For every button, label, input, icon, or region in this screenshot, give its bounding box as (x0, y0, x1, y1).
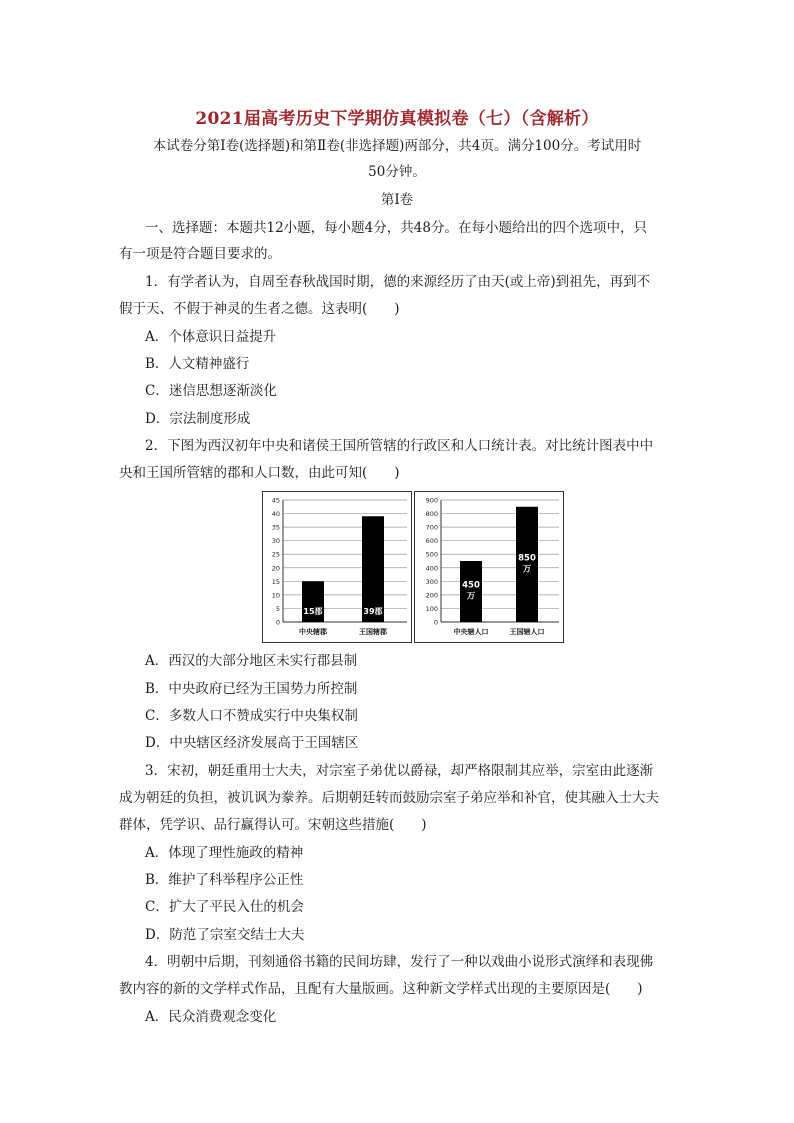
bar-data-label: 850 (518, 553, 536, 564)
y-tick-label: 30 (271, 537, 280, 546)
q3-option-c: C．扩大了平民入仕的机会 (145, 899, 304, 915)
y-tick-label: 15 (271, 577, 280, 586)
intro-line-1: 本试卷分第Ⅰ卷(选择题)和第Ⅱ卷(非选择题)两部分，共4页。满分100分。考试用时 (152, 138, 642, 154)
y-tick-label: 200 (425, 591, 438, 600)
q3-stem-line-1: 3．宋初，朝廷重用士大夫，对宗室子弟优以爵禄，却严格限制其应举，宗室由此逐渐 (145, 763, 654, 779)
commandery-chart (263, 492, 411, 642)
q1-option-a: A．个体意识日益提升 (145, 329, 277, 345)
y-tick-label: 0 (275, 618, 280, 627)
bar-data-label: 万 (466, 591, 476, 602)
statistics-charts (262, 491, 564, 643)
bar-data-label: 450 (462, 580, 480, 591)
q4-stem-line-1: 4．明朝中后期，刊刻通俗书籍的民间坊肆，发行了一种以戏曲小说形式演绎和表现佛 (145, 954, 654, 970)
y-tick-label: 900 (425, 496, 438, 505)
y-tick-label: 500 (425, 550, 438, 559)
q3-stem-line-2: 成为朝廷的负担，被讥讽为豢养。后期朝廷转而鼓励宗室子弟应举和补官，使其融入士大夫 (119, 790, 659, 806)
q2-option-a: A．西汉的大部分地区未实行郡县制 (145, 653, 358, 669)
q1-option-c: C．迷信思想逐渐淡化 (145, 383, 277, 399)
q4-stem-line-2: 教内容的新的文学样式作品，且配有大量版画。这种新文学样式出现的主要原因是( ) (119, 981, 643, 997)
y-tick-label: 0 (433, 618, 438, 627)
section-title: 第Ⅰ卷 (380, 192, 414, 208)
q2-option-d: D．中央辖区经济发展高于王国辖区 (145, 735, 359, 751)
q2-option-c: C．多数人口不赞成实行中央集权制 (145, 708, 358, 724)
intro-line-2: 50分钟。 (368, 164, 426, 180)
population-chart-frame (414, 491, 564, 643)
y-tick-label: 800 (425, 510, 438, 519)
q1-stem-line-1: 1．有学者认为，自周至春秋战国时期，德的来源经历了由天(或上帝)到祖先，再到不 (145, 274, 651, 290)
q2-option-b: B．中央政府已经为王国势力所控制 (145, 681, 358, 697)
q2-stem-line-1: 2．下图为西汉初年中央和诸侯王国所管辖的行政区和人口统计表。对比统计图表中中 (145, 438, 654, 454)
q3-option-d: D．防范了宗室交结士大夫 (145, 927, 305, 943)
x-category-label: 王国辖人口 (509, 628, 545, 636)
q4-option-a: A．民众消费观念变化 (145, 1009, 277, 1025)
q1-option-b: B．人文精神盛行 (145, 356, 250, 372)
y-tick-label: 20 (271, 564, 280, 573)
y-tick-label: 300 (425, 577, 438, 586)
instructions-line-2: 有一项是符合题目要求的。 (119, 246, 281, 262)
population-chart (415, 492, 563, 642)
q1-option-d: D．宗法制度形成 (145, 411, 251, 427)
page-title: 2021届高考历史下学期仿真模拟卷（七）（含解析） (195, 109, 599, 129)
q1-stem-line-2: 假于天、不假于神灵的生者之德。这表明( ) (119, 301, 400, 317)
bar-data-label: 万 (522, 564, 532, 575)
y-tick-label: 600 (425, 537, 438, 546)
y-tick-label: 400 (425, 564, 438, 573)
bar-data-label: 15郡 (303, 607, 323, 616)
commandery-chart-frame (262, 491, 412, 643)
y-tick-label: 25 (271, 550, 280, 559)
y-tick-label: 45 (271, 496, 280, 505)
y-tick-label: 5 (275, 604, 280, 613)
y-tick-label: 700 (425, 523, 438, 532)
instructions-line-1: 一、选择题：本题共12小题，每小题4分，共48分。在每小题给出的四个选项中，只 (145, 220, 647, 236)
y-tick-label: 100 (425, 604, 438, 613)
q3-option-b: B．维护了科举程序公正性 (145, 872, 304, 888)
y-tick-label: 40 (271, 510, 280, 519)
x-category-label: 中央辖郡 (299, 628, 327, 636)
q3-stem-line-3: 群体，凭学识、品行赢得认可。宋朝这些措施( ) (119, 817, 427, 833)
bar-data-label: 39郡 (363, 607, 383, 616)
x-category-label: 王国辖郡 (359, 628, 387, 636)
x-category-label: 中央辖人口 (453, 628, 489, 636)
y-tick-label: 10 (271, 591, 280, 600)
q3-option-a: A．体现了理性施政的精神 (145, 845, 304, 861)
y-tick-label: 35 (271, 523, 280, 532)
q2-stem-line-2: 央和王国所管辖的郡和人口数，由此可知( ) (119, 465, 400, 481)
